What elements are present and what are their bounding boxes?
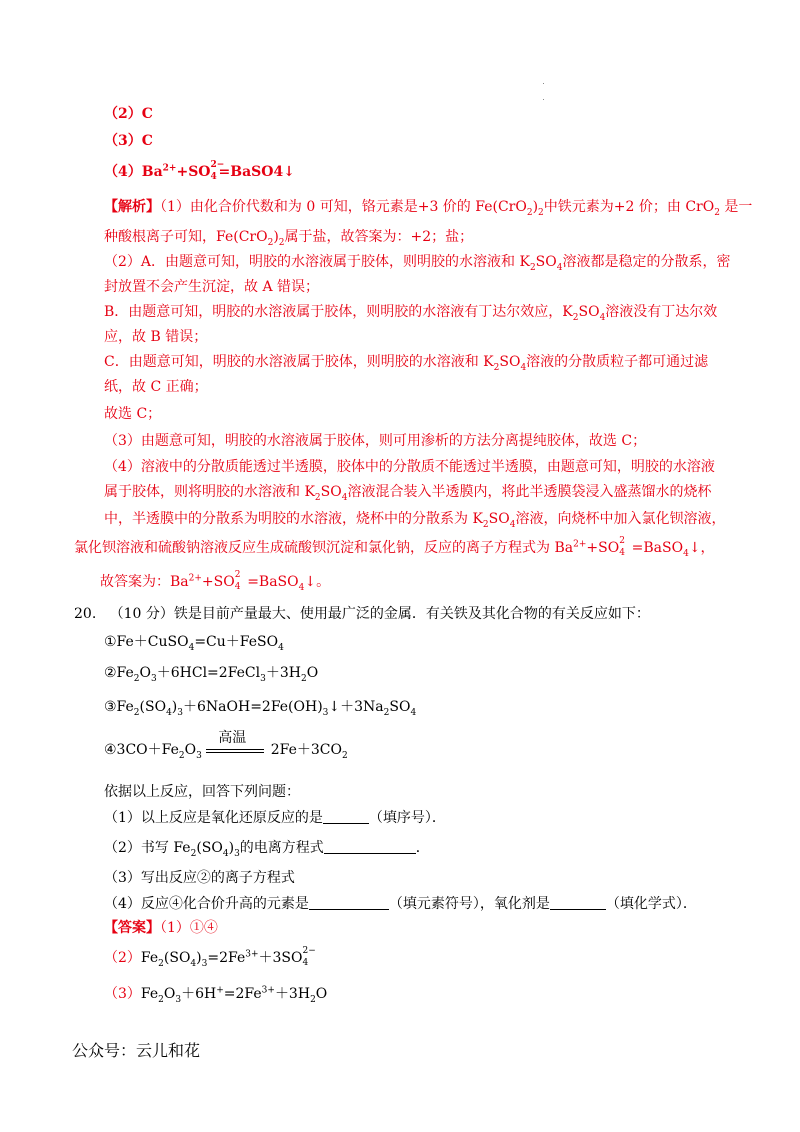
analysis-line-1: 【解析】（1）由化合价代数和为 0 可知，铬元素是+3 价的 $Fe(CrO_2)_2$中铁元素为+2 价；由 CrO$_2$ 是一 [104,199,753,218]
analysis-line-12: 属于胶体，则将明胶的水溶液和 $K_2SO_4$溶液混合装入半透膜内，将此半透膜袋浸入盛蒸馏水的烧杯 [104,484,712,503]
footer-wechat-label: 公众号：云儿和花 [72,1041,201,1060]
analysis-line-8: 纸，故 C 正确； [104,379,208,395]
decor-dot [543,83,544,84]
answer-line-3: $(3)Fe_2O_3+6H^+=2Fe^{3+}+3H_2O$ [104,985,328,1005]
answer-4: $(4)Ba^{2+}+SO$ 2− 4 =BaSO4↓ [104,160,295,182]
analysis-line-6: 应，故 B 错误； [104,329,208,345]
answer-blank[interactable] [550,895,606,910]
sub-question-2: （2）书写 $Fe_2(SO_4)_3$的电离方程式 ． [104,840,430,859]
question-20-header: 20. （10 分）铁是目前产量最大、使用最广泛的金属．有关铁及其化合物的有关反应如下： [74,606,650,622]
analysis-line-3: （2）A．由题意可知，明胶的水溶液属于胶体，则明胶的水溶液和 $K_2SO_4$溶液都是稳定的分散系，密 [104,254,731,273]
sub-question-3: （3）写出反应②的离子方程式 [104,870,295,886]
reaction-4: $④3CO+Fe_2O_3$ 高温 $2Fe+3CO_2$ [104,730,348,761]
analysis-line-2: 种酸根离子可知，$Fe(CrO_2)_2$属于盐，故答案为：+2；盐； [104,229,474,248]
answer-blank[interactable] [324,839,416,854]
answer-3: （3）C [104,133,153,149]
answer-blank[interactable] [323,809,369,824]
question-intro: 依据以上反应，回答下列问题： [104,784,300,800]
decor-dot [543,99,544,100]
analysis-line-14: 氯化钡溶液和硫酸钠溶液反应生成硫酸钡沉淀和氯化钠，反应的离子方程式为 $Ba^{2+}+SO$ 2 4 =BaSO$_4$↓， [74,536,715,559]
answer-2: （2）C [104,106,153,122]
analysis-line-5: B．由题意可知，明胶的水溶液属于胶体，则明胶的水溶液有丁达尔效应，$K_2SO_4$溶液没有丁达尔效 [104,304,718,323]
reaction-2: $②Fe_2O_3+6HCl=2FeCl_3+3H_2O$ [104,665,319,684]
sub-question-4: （4）反应④化合价升高的元素是 （填元素符号），氧化剂是 （填化学式）． [104,896,697,912]
answer-line-2: $(2)Fe_2(SO_4)_3=2Fe^{3+}+3SO$ 2− 4 [104,946,316,969]
analysis-line-4: 封放置不会产生沉淀，故 A 错误； [104,279,320,295]
analysis-line-7: C．由题意可知，明胶的水溶液属于胶体，则明胶的水溶液和 $K_2SO_4$溶液的分散质粒子都可通过滤 [104,354,709,373]
analysis-line-10: （3）由题意可知，明胶的水溶液属于胶体，则可用渗析的方法分离提纯胶体，故选 C； [104,433,647,449]
analysis-line-13: 中，半透膜中的分散系为明胶的水溶液，烧杯中的分散系为 $K_2SO_4$溶液，向烧杯中加入氯化钡溶液， [104,511,726,530]
analysis-line-15: 故答案为：$Ba^{2+}+SO$ 2 4 =BaSO$_4$↓。 [100,570,331,593]
analysis-line-9: 故选 C； [104,406,162,422]
reaction-1: ①Fe＋CuSO$_4$=Cu＋FeSO$_4$ [104,634,284,653]
answer-line-1: 【答案】（1）①④ [104,920,218,936]
reaction-3: $③Fe_2(SO_4)_3+6NaOH=2Fe(OH)_3↓+3Na_2SO_4$ [104,699,417,718]
analysis-line-11: （4）溶液中的分散质能透过半透膜，胶体中的分散质不能透过半透膜，由题意可知，明胶的水溶液 [104,459,715,475]
answer-blank[interactable] [309,895,389,910]
high-temp-condition: 高温 [206,740,266,760]
sub-question-1: （1）以上反应是氧化还原反应的是 （填序号）． [104,810,446,826]
